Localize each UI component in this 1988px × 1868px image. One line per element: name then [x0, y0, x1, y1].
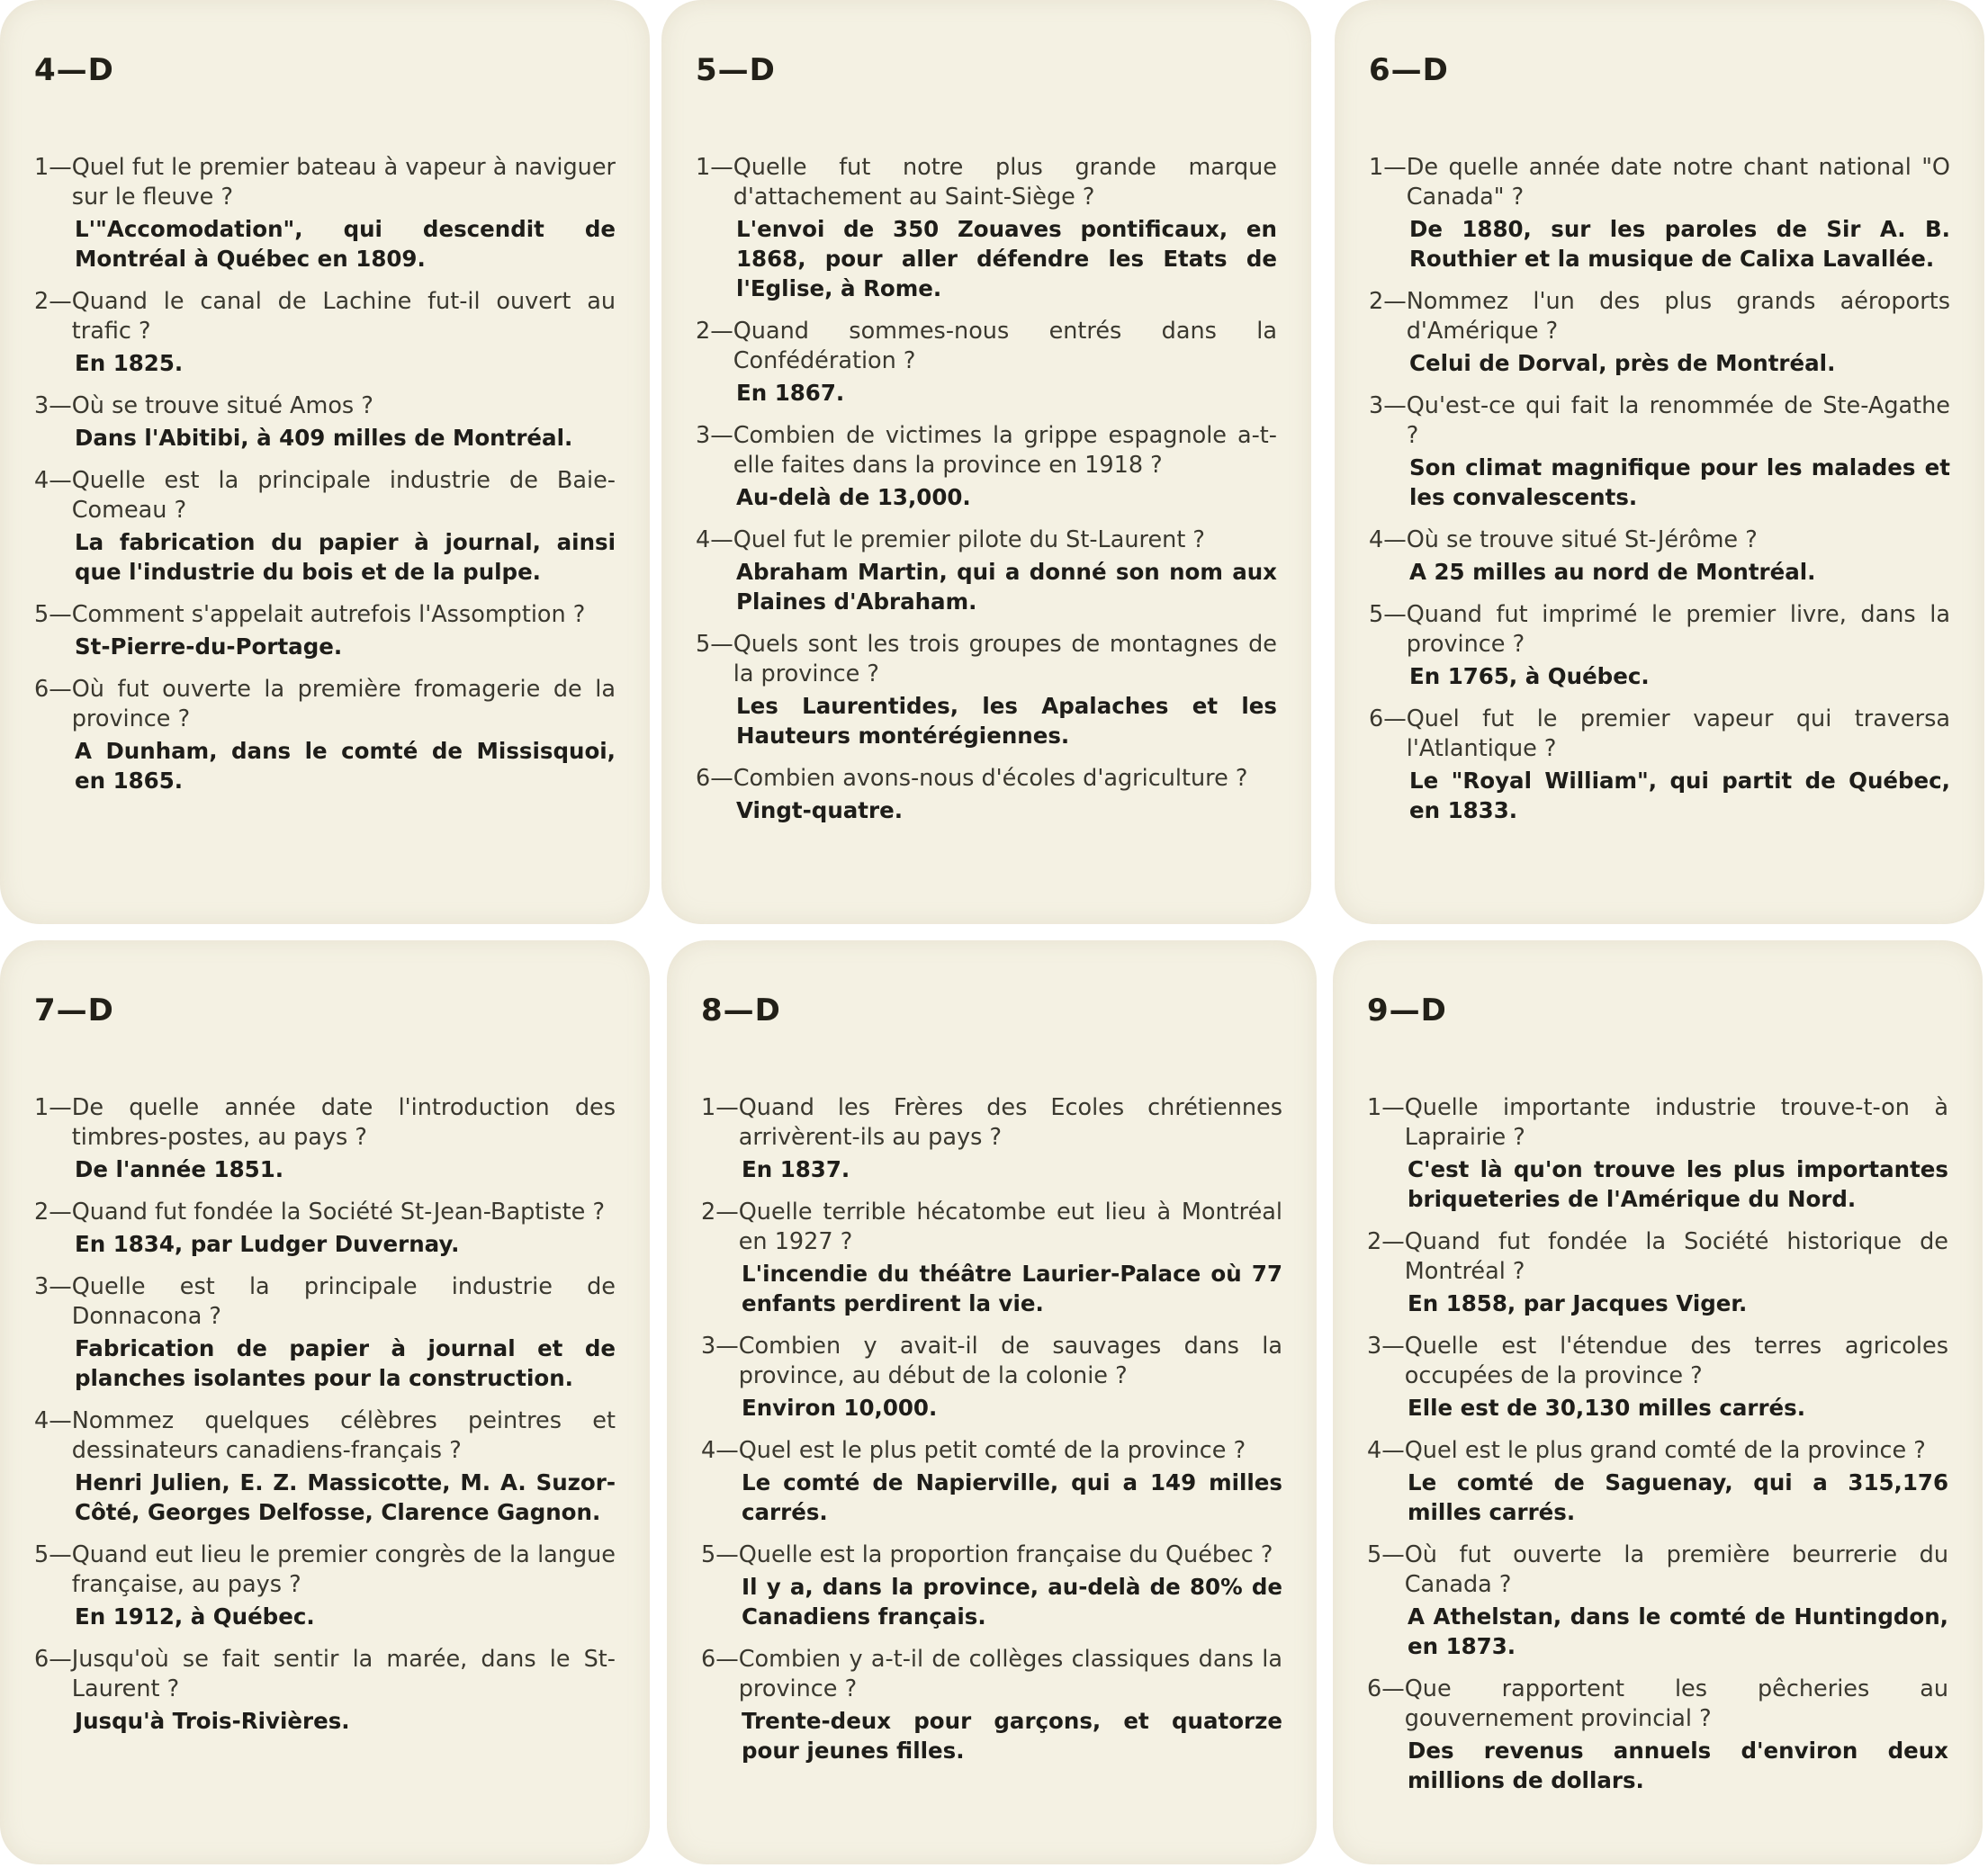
qa-item: [1369, 391, 1950, 512]
card-7-d: [0, 940, 650, 1864]
answer-text: En 1825.: [75, 350, 184, 376]
question-number: 1—: [1369, 154, 1407, 181]
question: [1369, 391, 1950, 451]
question-number: 4—: [1367, 1437, 1405, 1464]
question: [1369, 525, 1950, 555]
answer-text: Dans l'Abitibi, à 409 milles de Montréal.: [75, 425, 573, 451]
qa-item: [34, 1198, 616, 1259]
card-title: 8—D: [701, 992, 781, 1028]
question: [696, 525, 1277, 555]
card-title: 9—D: [1367, 992, 1447, 1028]
answer-text: Jusqu'à Trois-Rivières.: [75, 1708, 350, 1734]
qa-item: [1367, 1332, 1948, 1423]
question: [701, 1093, 1282, 1153]
question: [701, 1540, 1282, 1570]
answer-text: L'envoi de 350 Zouaves pontificaux, en 1868, pour aller défendre les Etats de l'Eglise, à Rome.: [736, 216, 1277, 301]
qa-item: [34, 153, 616, 274]
question-number: 6—: [696, 765, 733, 792]
qa-item: [696, 630, 1277, 750]
question: [1367, 1436, 1948, 1466]
answer-text: Son climat magnifique pour les malades et les convalescents.: [1409, 454, 1950, 510]
card-title: 7—D: [34, 992, 114, 1028]
question-text: Quand eut lieu le premier congrès de la langue française, au pays ?: [71, 1541, 616, 1598]
answer-text: Fabrication de papier à journal et de planches isolantes pour la construction.: [75, 1335, 616, 1391]
question: [701, 1332, 1282, 1391]
question-text: Quelle terrible hécatombe eut lieu à Montréal en 1927 ?: [738, 1199, 1282, 1255]
question-number: 1—: [696, 154, 733, 181]
qa-item: [696, 317, 1277, 408]
question-text: Que rapportent les pêcheries au gouvernement provincial ?: [1404, 1675, 1948, 1732]
question-number: 6—: [701, 1646, 739, 1673]
answer-text: En 1837.: [742, 1156, 850, 1182]
card-title: 6—D: [1369, 52, 1449, 88]
qa-item: [1369, 600, 1950, 691]
question-text: Quand fut fondée la Société St-Jean-Baptiste ?: [71, 1199, 605, 1226]
question: [701, 1436, 1282, 1466]
question-number: 5—: [701, 1541, 739, 1568]
question: [701, 1645, 1282, 1704]
question-text: Nommez quelques célèbres peintres et dessinateurs canadiens-français ?: [71, 1407, 616, 1464]
answer-text: C'est là qu'on trouve les plus importantes briqueteries de l'Amérique du Nord.: [1408, 1156, 1948, 1212]
question-number: 6—: [1367, 1675, 1405, 1702]
question: [696, 153, 1277, 212]
qa-item: [34, 1272, 616, 1393]
question-number: 2—: [1367, 1228, 1405, 1255]
qa-item: [34, 287, 616, 378]
question: [1369, 600, 1950, 660]
qa-item: [1367, 1436, 1948, 1527]
answer-text: St-Pierre-du-Portage.: [75, 633, 343, 660]
question-text: Qu'est-ce qui fait la renommée de Ste-Agathe ?: [1406, 392, 1950, 449]
question-text: Quelle importante industrie trouve-t-on à Laprairie ?: [1404, 1094, 1948, 1151]
question-list: [34, 153, 616, 795]
answer-text: En 1834, par Ludger Duvernay.: [75, 1231, 460, 1257]
question-text: Quand fut fondée la Société historique de Montréal ?: [1404, 1228, 1948, 1285]
answer-text: Abraham Martin, qui a donné son nom aux Plaines d'Abraham.: [736, 559, 1277, 615]
card-5-d: [661, 0, 1311, 924]
question-number: 2—: [1369, 288, 1407, 315]
qa-item: [696, 153, 1277, 303]
qa-item: [34, 391, 616, 453]
question-list: [1367, 1093, 1948, 1795]
answer-text: Des revenus annuels d'environ deux millions de dollars.: [1408, 1738, 1948, 1793]
question-text: Comment s'appelait autrefois l'Assomption ?: [71, 601, 586, 628]
answer-text: A Athelstan, dans le comté de Huntingdon, en 1873.: [1408, 1603, 1948, 1659]
question-text: Quand le canal de Lachine fut-il ouvert au trafic ?: [71, 288, 616, 345]
question-list: [696, 153, 1277, 825]
answer-text: Celui de Dorval, près de Montréal.: [1409, 350, 1836, 376]
question-text: Quelle est la principale industrie de Baie-Comeau ?: [71, 467, 616, 524]
question-number: 2—: [701, 1199, 739, 1226]
question: [1367, 1540, 1948, 1600]
question-number: 4—: [34, 1407, 72, 1434]
question-text: Où fut ouverte la première fromagerie de la province ?: [71, 676, 616, 732]
question-number: 4—: [1369, 526, 1407, 553]
question-list: [34, 1093, 616, 1736]
question-text: Quelle est la proportion française du Québec ?: [738, 1541, 1273, 1568]
question-number: 4—: [701, 1437, 739, 1464]
question-number: 2—: [696, 318, 733, 345]
question-text: Quand fut imprimé le premier livre, dans la province ?: [1406, 601, 1950, 658]
question: [696, 317, 1277, 376]
card-9-d: [1333, 940, 1983, 1864]
qa-item: [1369, 287, 1950, 378]
qa-item: [696, 421, 1277, 512]
answer-text: A 25 milles au nord de Montréal.: [1409, 559, 1816, 585]
qa-item: [701, 1645, 1282, 1765]
question-number: 1—: [34, 154, 72, 181]
answer-text: L'incendie du théâtre Laurier-Palace où 77 enfants perdirent la vie.: [742, 1261, 1282, 1316]
answer-text: De 1880, sur les paroles de Sir A. B. Routhier et la musique de Calixa Lavallée.: [1409, 216, 1950, 272]
question-text: Combien y avait-il de sauvages dans la province, au début de la colonie ?: [738, 1333, 1282, 1389]
question: [1367, 1227, 1948, 1287]
question: [696, 764, 1277, 794]
question-number: 6—: [34, 676, 72, 703]
qa-item: [1367, 1540, 1948, 1661]
question-number: 3—: [34, 392, 72, 419]
answer-text: Trente-deux pour garçons, et quatorze pour jeunes filles.: [742, 1708, 1282, 1764]
question-text: Jusqu'où se fait sentir la marée, dans le St-Laurent ?: [71, 1646, 616, 1702]
answer-text: A Dunham, dans le comté de Missisquoi, en 1865.: [75, 738, 616, 794]
question: [34, 287, 616, 346]
qa-item: [696, 525, 1277, 616]
qa-item: [701, 1540, 1282, 1631]
answer-text: Vingt-quatre.: [736, 797, 904, 823]
question: [1367, 1093, 1948, 1153]
question-number: 1—: [1367, 1094, 1405, 1121]
qa-item: [1369, 153, 1950, 274]
question: [34, 600, 616, 630]
qa-item: [34, 1406, 616, 1527]
question-text: Quelle fut notre plus grande marque d'attachement au Saint-Siège ?: [733, 154, 1277, 211]
question-text: Quel est le plus petit comté de la province ?: [738, 1437, 1246, 1464]
card-title: 4—D: [34, 52, 114, 88]
answer-text: Environ 10,000.: [742, 1395, 938, 1421]
answer-text: L'"Accomodation", qui descendit de Montréal à Québec en 1809.: [75, 216, 616, 272]
qa-item: [1367, 1227, 1948, 1318]
answer-text: En 1912, à Québec.: [75, 1603, 315, 1630]
qa-item: [1369, 705, 1950, 825]
answer-text: Les Laurentides, les Apalaches et les Hauteurs montérégiennes.: [736, 693, 1277, 749]
question: [34, 1540, 616, 1600]
card-8-d: [667, 940, 1317, 1864]
card-4-d: [0, 0, 650, 924]
answer-text: Elle est de 30,130 milles carrés.: [1408, 1395, 1806, 1421]
question-number: 4—: [696, 526, 733, 553]
question-number: 3—: [1367, 1333, 1405, 1360]
question-number: 5—: [34, 1541, 72, 1568]
question-text: Nommez l'un des plus grands aéroports d'Amérique ?: [1406, 288, 1950, 345]
question-text: Quand les Frères des Ecoles chrétiennes arrivèrent-ils au pays ?: [738, 1094, 1282, 1151]
question: [696, 630, 1277, 689]
question-text: Quand sommes-nous entrés dans la Confédération ?: [733, 318, 1277, 374]
answer-text: Il y a, dans la province, au-delà de 80% de Canadiens français.: [742, 1574, 1282, 1630]
question-number: 3—: [1369, 392, 1407, 419]
question-text: Où se trouve situé Amos ?: [71, 392, 373, 419]
question-number: 1—: [34, 1094, 72, 1121]
question-number: 5—: [1369, 601, 1407, 628]
qa-item: [1367, 1093, 1948, 1214]
question: [696, 421, 1277, 480]
answer-text: La fabrication du papier à journal, ainsi que l'industrie du bois et de la pulpe.: [75, 529, 616, 585]
question-text: De quelle année date l'introduction des timbres-postes, au pays ?: [71, 1094, 616, 1151]
question-text: Quels sont les trois groupes de montagnes de la province ?: [733, 631, 1277, 687]
question-number: 6—: [1369, 705, 1407, 732]
qa-item: [34, 1093, 616, 1184]
question: [34, 1406, 616, 1466]
question: [1367, 1332, 1948, 1391]
question-number: 5—: [34, 601, 72, 628]
qa-item: [701, 1332, 1282, 1423]
question-text: Quel fut le premier bateau à vapeur à naviguer sur le fleuve ?: [71, 154, 616, 211]
answer-text: En 1867.: [736, 380, 845, 406]
answer-text: En 1858, par Jacques Viger.: [1408, 1290, 1748, 1316]
question: [34, 391, 616, 421]
qa-item: [701, 1093, 1282, 1184]
question-number: 5—: [696, 631, 733, 658]
qa-item: [34, 1645, 616, 1736]
question-text: Combien de victimes la grippe espagnole a-t-elle faites dans la province en 1918 ?: [733, 422, 1277, 479]
question-text: Quelle est la principale industrie de Donnacona ?: [71, 1273, 616, 1330]
question: [34, 153, 616, 212]
qa-item: [34, 675, 616, 795]
question: [34, 1093, 616, 1153]
question-text: Où se trouve situé St-Jérôme ?: [1406, 526, 1758, 553]
card-6-d: [1335, 0, 1984, 924]
question-text: Où fut ouverte la première beurrerie du Canada ?: [1404, 1541, 1948, 1598]
answer-text: En 1765, à Québec.: [1409, 663, 1650, 689]
question-text: Quel fut le premier pilote du St-Laurent ?: [733, 526, 1205, 553]
question: [1369, 705, 1950, 764]
question: [34, 1272, 616, 1332]
qa-item: [1369, 525, 1950, 587]
qa-item: [701, 1436, 1282, 1527]
answer-text: Henri Julien, E. Z. Massicotte, M. A. Suzor-Côté, Georges Delfosse, Clarence Gagnon.: [75, 1469, 616, 1525]
question: [701, 1198, 1282, 1257]
question-number: 3—: [701, 1333, 739, 1360]
question-text: Quel fut le premier vapeur qui traversa l'Atlantique ?: [1406, 705, 1950, 762]
answer-text: Le comté de Saguenay, qui a 315,176 milles carrés.: [1408, 1469, 1948, 1525]
qa-item: [34, 466, 616, 587]
question-number: 3—: [34, 1273, 72, 1300]
question-number: 2—: [34, 1199, 72, 1226]
question: [1369, 287, 1950, 346]
question: [1369, 153, 1950, 212]
question-number: 4—: [34, 467, 72, 494]
question-list: [1369, 153, 1950, 825]
question-number: 1—: [701, 1094, 739, 1121]
question-text: Quelle est l'étendue des terres agricoles occupées de la province ?: [1404, 1333, 1948, 1389]
qa-item: [701, 1198, 1282, 1318]
question-list: [701, 1093, 1282, 1765]
question: [34, 1645, 616, 1704]
question-number: 3—: [696, 422, 733, 449]
question-text: Quel est le plus grand comté de la province ?: [1404, 1437, 1926, 1464]
question: [34, 466, 616, 525]
question: [34, 1198, 616, 1227]
question-text: Combien y a-t-il de collèges classiques dans la province ?: [738, 1646, 1282, 1702]
question-text: Combien avons-nous d'écoles d'agriculture ?: [733, 765, 1248, 792]
qa-item: [34, 1540, 616, 1631]
question: [1367, 1675, 1948, 1734]
question-number: 5—: [1367, 1541, 1405, 1568]
qa-item: [1367, 1675, 1948, 1795]
card-title: 5—D: [696, 52, 776, 88]
answer-text: Le "Royal William", qui partit de Québec, en 1833.: [1409, 768, 1950, 823]
question-text: De quelle année date notre chant national "O Canada" ?: [1406, 154, 1950, 211]
answer-text: Au-delà de 13,000.: [736, 484, 971, 510]
question-number: 2—: [34, 288, 72, 315]
qa-item: [696, 764, 1277, 825]
question-number: 6—: [34, 1646, 72, 1673]
qa-item: [34, 600, 616, 661]
answer-text: Le comté de Napierville, qui a 149 milles carrés.: [742, 1469, 1282, 1525]
answer-text: De l'année 1851.: [75, 1156, 284, 1182]
question: [34, 675, 616, 734]
